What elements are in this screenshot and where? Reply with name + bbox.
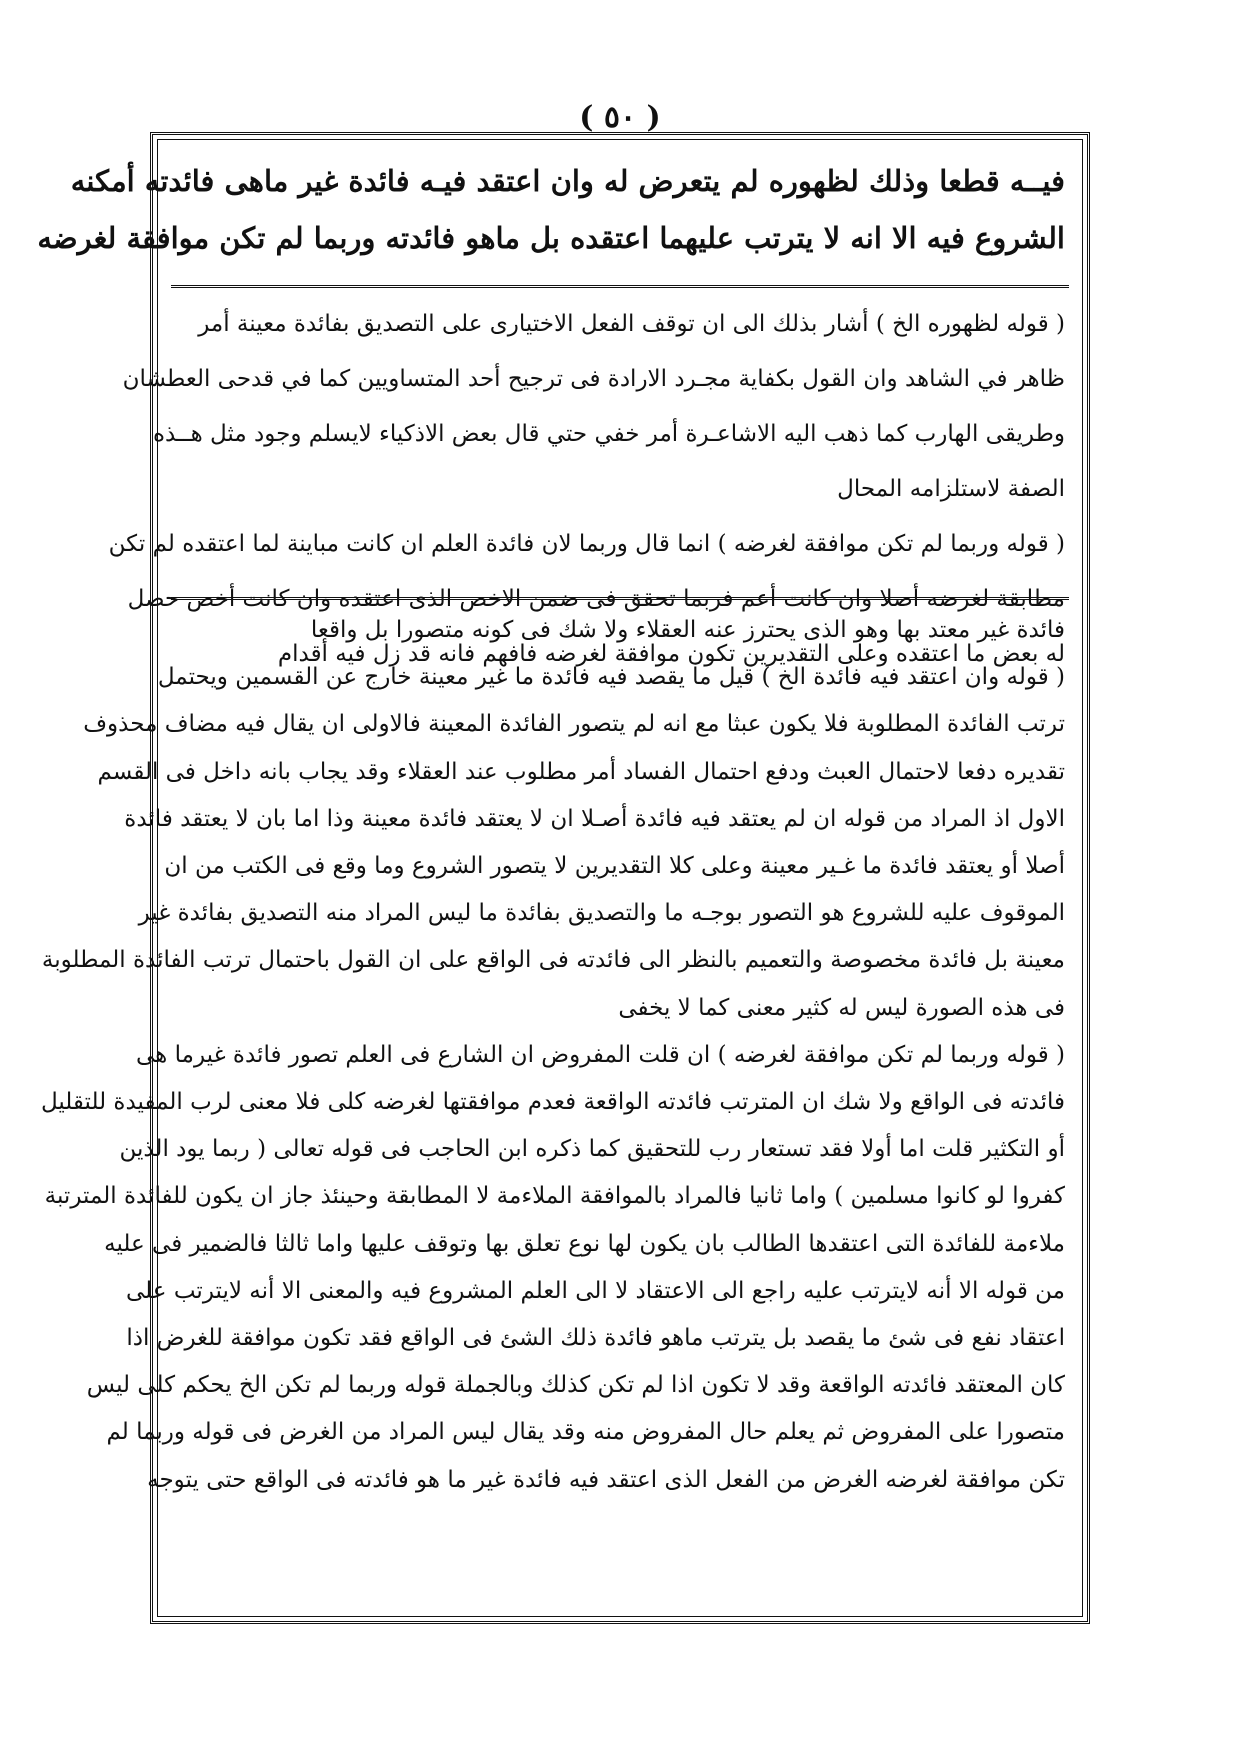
- commentary-line: الموقوف عليه للشروع هو التصور بوجـه ما والتصديق بفائدة ما ليس المراد منه التصديق بفائدة غير: [138, 900, 1065, 927]
- main-text-line: فيــه قطعا وذلك لظهوره لم يتعرض له وان اعتقد فيـه فائدة غير ماهى فائدته أمكنه: [70, 164, 1065, 198]
- commentary-line: معينة بل فائدة مخصوصة والتعميم بالنظر الى فائدته فى الواقع على ان القول باحتمال ترتب الفائدة المطلوبة: [41, 947, 1065, 974]
- page-number: ( ٥٠ ): [579, 100, 661, 135]
- main-text-line: الشروع فيه الا انه لا يترتب عليهما اعتقده بل ماهو فائدته وربما لم تكن موافقة لغرضه: [37, 221, 1065, 255]
- commentary-line: ترتب الفائدة المطلوبة فلا يكون عبثا مع انه لم يتصور الفائدة المعينة فالاولى ان يقال فيه مضاف محذوف: [83, 711, 1065, 738]
- commentary-line: ( قوله وان اعتقد فيه فائدة الخ ) قيل ما يقصد فيه فائدة ما غير معينة خارج عن القسمين ويحتمل: [157, 664, 1065, 691]
- main-text-block: [37, 153, 1065, 267]
- commentary-line: وطريقى الهارب كما ذهب اليه الاشاعـرة أمر خفي حتي قال بعض الاذكياء لايسلم وجود مثل هــذه: [152, 421, 1065, 447]
- commentary-line: من قوله الا أنه لايترتب عليه راجع الى الاعتقاد لا الى العلم المشروع فيه والمعنى الا أنه لايترتب على: [126, 1277, 1065, 1304]
- commentary-line: فائدته فى الواقع ولا شك ان المترتب فائدته الواقعة فعدم موافقتها لغرضه كلى فلا معنى لرب المفيدة للتقليل: [40, 1089, 1065, 1116]
- section-divider: [171, 597, 1069, 600]
- commentary-line: متصورا على المفروض ثم يعلم حال المفروض منه وقد يقال ليس المراد من الغرض فى قوله وربما لم: [106, 1419, 1065, 1446]
- commentary-line: الاول اذ المراد من قوله ان لم يعتقد فيه فائدة أصـلا ان لا يعتقد فائدة معينة وذا اما بان لا يعتقد فائدة: [124, 805, 1065, 832]
- commentary-line: تكن موافقة لغرضه الغرض من الفعل الذى اعتقد فيه فائدة غير ما هو فائدته فى الواقع حتى يتوجه: [147, 1466, 1065, 1493]
- commentary-line: ظاهر في الشاهد وان القول بكفاية مجـرد الارادة فى ترجيح أحد المتساويين كما في قدحى العطشان: [122, 366, 1065, 392]
- commentary-line: ملاءمة للفائدة التى اعتقدها الطالب بان يكون لها نوع تعلق بها وتوقف عليها واما ثالثا فالضمير فى عليه: [104, 1230, 1065, 1257]
- commentary-line: له بعض ما اعتقده وعلى التقديرين تكون موافقة لغرضه فافهم فانه قد زل فيه أقدام: [277, 641, 1065, 667]
- commentary-line: مطابقة لغرضه أصلا وان كانت أعم فربما تحقق فى ضمن الاخص الذى اعتقده وان كانت أخص حصل: [127, 586, 1065, 612]
- commentary-line: أصلا أو يعتقد فائدة ما غـير معينة وعلى كلا التقديرين لا يتصور الشروع وما وقع فى الكتب من ان: [164, 853, 1065, 880]
- commentary-line: فائدة غير معتد بها وهو الذى يحترز عنه العقلاء ولا شك فى كونه متصورا بل واقعا: [310, 617, 1065, 643]
- commentary-line: ( قوله لظهوره الخ ) أشار بذلك الى ان توقف الفعل الاختيارى على التصديق بفائدة معينة أمر: [198, 311, 1065, 337]
- commentary-line: فى هذه الصورة ليس له كثير معنى كما لا يخفى: [618, 994, 1065, 1021]
- commentary-line: ( قوله وربما لم تكن موافقة لغرضه ) انما قال وربما لان فائدة العلم ان كانت مباينة لما اعتقده لم تكن: [108, 531, 1065, 557]
- section-divider: [171, 285, 1069, 288]
- commentary-line: كان المعتقد فائدته الواقعة وقد لا تكون اذا لم تكن كذلك وبالجملة قوله وربما لم تكن الخ يحكم كلى ليس: [86, 1372, 1065, 1399]
- commentary-line: ( قوله وربما لم تكن موافقة لغرضه ) ان قلت المفروض ان الشارع فى العلم تصور فائدة غيرما هى: [136, 1041, 1065, 1068]
- commentary-block-2: [40, 607, 1065, 1504]
- text-frame: [37, 132, 1090, 1624]
- commentary-line: أو التكثير قلت اما أولا فقد تستعار رب للتحقيق كما ذكره ابن الحاجب فى قوله تعالى ( ربما يود الذين: [119, 1136, 1065, 1163]
- commentary-line: الصفة لاستلزامه المحال: [837, 476, 1065, 502]
- commentary-line: اعتقاد نفع فى شئ ما يقصد بل يترتب ماهو فائدة ذلك الشئ فى الواقع فقد تكون موافقة للغرض اذا: [126, 1325, 1065, 1352]
- commentary-line: تقديره دفعا لاحتمال العبث ودفع احتمال الفساد أمر مطلوب عند العقلاء وقد يجاب بانه داخل فى القسم: [97, 758, 1065, 785]
- commentary-line: كفروا لو كانوا مسلمين ) واما ثانيا فالمراد بالموافقة الملاءمة لا المطابقة وحينئذ جاز ان يكون للفائدة المترتبة: [44, 1183, 1065, 1210]
